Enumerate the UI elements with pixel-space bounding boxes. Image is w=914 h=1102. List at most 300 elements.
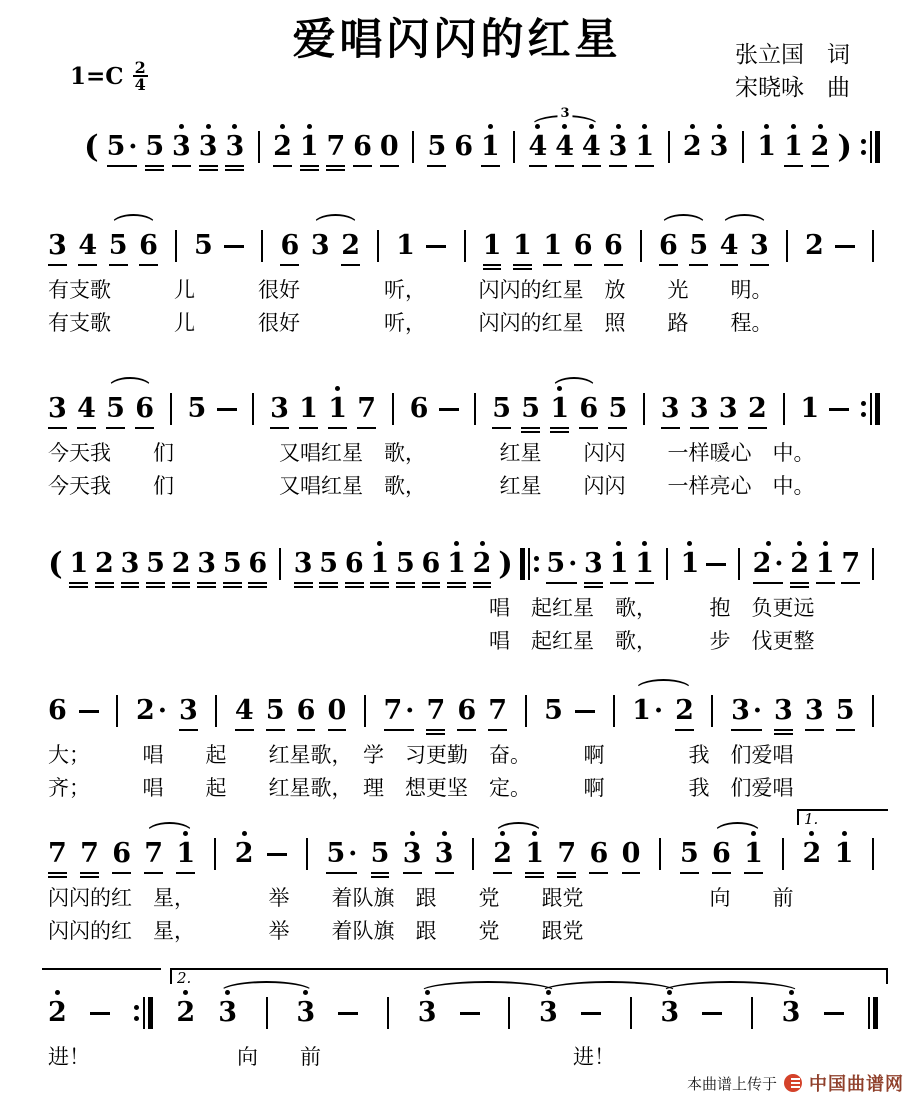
notes-row	[48, 539, 880, 592]
note: 3	[690, 384, 709, 437]
dash	[338, 1012, 358, 1015]
barline	[872, 230, 874, 262]
barline	[661, 539, 674, 592]
slur	[313, 214, 358, 225]
note: 3	[48, 221, 67, 274]
dash	[581, 1012, 601, 1015]
note: 4	[77, 384, 96, 437]
note: 6	[297, 686, 316, 739]
note: 6	[248, 539, 267, 592]
note: 5	[319, 539, 338, 592]
barline	[358, 686, 371, 739]
barline	[214, 838, 216, 870]
barline	[467, 829, 480, 882]
barline	[666, 548, 668, 580]
barline	[736, 122, 749, 175]
note: 2	[683, 122, 702, 175]
site-name: 中国曲谱网	[809, 1074, 904, 1094]
note: 7	[488, 686, 507, 739]
barline	[247, 384, 260, 437]
barline	[474, 393, 476, 425]
note: 1	[784, 122, 803, 175]
notes-row	[48, 221, 880, 274]
lyrics-row: 今天我 们 又唱红星 歌， 红星 闪闪 一样暖心 中。	[48, 442, 815, 465]
note: 7	[144, 829, 163, 882]
upload-note: 本曲谱上传于	[686, 1075, 777, 1093]
slur	[714, 822, 761, 833]
dash	[835, 221, 855, 274]
note: 5 ·	[546, 539, 577, 592]
barline	[654, 829, 667, 882]
note: 1	[835, 829, 854, 882]
barline	[783, 393, 785, 425]
barline	[258, 131, 260, 163]
note: 3	[172, 122, 191, 175]
note: 3	[584, 539, 603, 592]
repeat-end	[860, 393, 880, 425]
notes-row	[48, 988, 880, 1041]
note: 3	[294, 539, 313, 592]
note: 1	[300, 122, 319, 175]
dash	[835, 245, 855, 248]
barline	[261, 230, 263, 262]
note: 3	[661, 384, 680, 437]
note: 3	[225, 122, 244, 175]
note: 7	[80, 829, 99, 882]
repeat-dots	[861, 401, 866, 417]
note: 3	[310, 230, 330, 261]
note: 7 ·	[384, 686, 415, 739]
score	[0, 106, 914, 1074]
barline	[503, 988, 516, 1041]
barline	[300, 829, 313, 882]
note: 2	[176, 988, 195, 1041]
note: 5	[145, 122, 164, 175]
note: 1	[744, 829, 763, 882]
note: 6	[139, 221, 158, 274]
note: 3	[270, 384, 289, 437]
barline	[252, 122, 265, 175]
note: 5	[187, 393, 207, 424]
note: 7	[841, 539, 860, 592]
note: 7	[426, 686, 445, 739]
note: 6	[112, 829, 131, 882]
note: 3	[418, 988, 437, 1041]
note: 3	[218, 988, 237, 1041]
note: 6	[574, 221, 593, 274]
note: 5	[689, 221, 708, 274]
lyrics-row: 唱 起红星 歌， 步 伐更整	[48, 630, 815, 653]
note: 3	[435, 829, 454, 882]
barline	[469, 384, 482, 437]
note: 2	[493, 829, 512, 882]
repeat-end	[860, 122, 880, 175]
note: 5	[608, 384, 627, 437]
notes-row	[48, 686, 880, 739]
note: 1	[481, 122, 500, 175]
note: 5	[371, 829, 390, 882]
note: 2	[172, 539, 191, 592]
lyrics-row: 进！ 向 前 进！	[48, 1046, 615, 1069]
paren: )	[837, 129, 853, 165]
note: 2	[95, 539, 114, 592]
header	[0, 0, 914, 112]
note: 7	[326, 122, 345, 175]
dash	[426, 221, 446, 274]
dash	[581, 988, 601, 1041]
credits	[735, 38, 850, 104]
note: 6	[589, 829, 608, 882]
note: 6	[457, 686, 476, 739]
barline	[513, 131, 515, 163]
key-signature	[70, 60, 148, 92]
note: 4	[235, 686, 254, 739]
paren: (	[48, 546, 63, 582]
barline	[776, 829, 789, 882]
note: 1	[176, 829, 195, 882]
note: 3	[805, 686, 824, 739]
barline	[508, 997, 510, 1029]
note: 2	[748, 384, 767, 437]
note: 7	[557, 829, 576, 882]
barline	[260, 988, 273, 1041]
notes-row	[48, 829, 880, 882]
barline	[786, 230, 788, 262]
dash	[224, 245, 244, 248]
barline	[170, 393, 172, 425]
barline	[525, 695, 527, 727]
barline	[215, 695, 217, 727]
barline	[640, 230, 642, 262]
note: 4	[555, 122, 574, 175]
barline	[256, 221, 269, 274]
note: 5	[680, 829, 699, 882]
dash	[267, 829, 287, 882]
final-barline	[867, 988, 880, 1041]
dash	[702, 1012, 722, 1015]
note: 3	[179, 686, 198, 739]
lyrics-row: 唱 起红星 歌， 抱 负更远	[48, 597, 815, 620]
note: 7	[48, 829, 67, 882]
note: 0	[328, 686, 347, 739]
barline	[868, 997, 878, 1029]
note: 2	[48, 988, 67, 1041]
note: 2	[341, 221, 360, 274]
note: 3	[197, 539, 216, 592]
barline	[472, 838, 474, 870]
note: 3	[750, 221, 769, 274]
barline	[279, 548, 281, 580]
barline	[630, 997, 632, 1029]
note: 1	[525, 829, 544, 882]
note: 3	[660, 988, 679, 1041]
repeat-end	[133, 997, 153, 1029]
barline	[377, 230, 379, 262]
note: 5	[194, 230, 213, 261]
lyrics-row: 有支歌 儿 很好 听， 闪闪的红星 放 光 明。	[48, 279, 773, 302]
barline	[624, 988, 637, 1041]
barline	[111, 686, 124, 739]
note: 2	[790, 539, 809, 592]
note: 7	[357, 384, 376, 437]
barline	[782, 838, 784, 870]
note: 5	[396, 539, 415, 592]
dash	[829, 384, 849, 437]
note: 4	[78, 221, 97, 274]
barline	[867, 829, 880, 882]
music-line	[48, 221, 880, 340]
barline	[164, 384, 177, 437]
note: 6	[353, 122, 372, 175]
note: 1	[396, 230, 415, 261]
note: 1	[635, 539, 654, 592]
triplet-bracket: 3	[531, 115, 599, 126]
note: 6	[604, 221, 623, 274]
note: 2	[803, 829, 822, 882]
barline	[412, 131, 414, 163]
note: 5	[544, 695, 563, 726]
paren: )	[498, 546, 513, 582]
note: 6	[280, 221, 299, 274]
note: 4	[720, 221, 739, 274]
dash	[702, 988, 722, 1041]
key-label: 1=C	[70, 62, 124, 90]
dash	[439, 408, 459, 411]
music-line	[48, 384, 880, 503]
lyrics-row: 今天我 们 又唱红星 歌， 红星 闪闪 一样亮心 中。	[48, 475, 815, 498]
barline	[872, 548, 874, 580]
note: 5	[223, 539, 242, 592]
time-denominator: 4	[134, 75, 146, 94]
note: 1	[800, 393, 820, 424]
music-line	[48, 686, 880, 805]
lyrics-row: 齐； 唱 起 红星歌， 理 想更坚 定。 啊 我 们爱唱	[48, 777, 794, 800]
barline	[364, 695, 366, 727]
barline	[407, 122, 420, 175]
barline	[458, 221, 471, 274]
barline	[706, 686, 719, 739]
slur	[635, 679, 692, 690]
site-logo-icon	[784, 1074, 802, 1092]
barline	[634, 221, 647, 274]
note: 3	[609, 122, 628, 175]
slur	[108, 377, 152, 388]
dash	[460, 988, 480, 1041]
barline	[751, 997, 753, 1029]
dash	[426, 245, 446, 248]
note: 3	[199, 122, 218, 175]
note: 5	[521, 384, 540, 437]
note: 6	[135, 384, 154, 437]
note: 1	[513, 221, 532, 274]
lyrics-row: 有支歌 儿 很好 听， 闪闪的红星 照 路 程。	[48, 312, 773, 335]
lyrics-row: 闪闪的红 星， 举 着队旗 跟 党 跟党	[48, 920, 584, 943]
barline	[387, 997, 389, 1029]
note: 1	[680, 539, 699, 592]
note: 3	[782, 988, 801, 1041]
note: 6	[422, 539, 441, 592]
lyrics-row: 大； 唱 起 红星歌， 学 习更勤 奋。 啊 我 们爱唱	[48, 744, 794, 767]
barline	[520, 548, 540, 580]
dash	[575, 686, 595, 739]
slur	[722, 214, 767, 225]
barline	[867, 539, 880, 592]
note: 1	[370, 539, 389, 592]
barline	[659, 838, 661, 870]
music-line	[48, 106, 880, 175]
dash	[217, 408, 237, 411]
repeat-end	[860, 384, 880, 437]
barline	[464, 230, 466, 262]
note: 1	[447, 539, 466, 592]
barline	[252, 393, 254, 425]
barline	[607, 686, 620, 739]
barline	[613, 695, 615, 727]
volta-bracket: 1.	[797, 809, 888, 825]
dash	[824, 988, 844, 1041]
note: 3	[48, 384, 67, 437]
repeat-end	[860, 131, 880, 163]
barline	[668, 131, 670, 163]
note: 6	[409, 393, 429, 424]
note: 5	[106, 384, 125, 437]
barline	[386, 384, 399, 437]
note: 2	[473, 539, 492, 592]
slur	[495, 822, 542, 833]
note: 6	[454, 131, 473, 162]
note: 3	[719, 384, 738, 437]
slur	[111, 214, 156, 225]
barline	[662, 122, 675, 175]
dash	[706, 563, 726, 566]
paren: (	[84, 129, 99, 165]
note: 5	[427, 122, 446, 175]
barline	[746, 988, 759, 1041]
note: 2	[235, 829, 254, 882]
note: 6	[659, 221, 678, 274]
note: 3	[539, 988, 558, 1041]
barline	[116, 695, 118, 727]
note: 5	[146, 539, 165, 592]
repeat-end	[133, 988, 153, 1041]
notes-row	[48, 122, 880, 175]
notes-row	[48, 384, 880, 437]
dash	[217, 384, 237, 437]
note: 1	[328, 384, 347, 437]
note: 4	[529, 122, 548, 175]
barline	[382, 988, 395, 1041]
note: 6	[712, 829, 731, 882]
note: 2 ·	[136, 695, 167, 726]
note: 1	[550, 384, 569, 437]
slur	[661, 214, 706, 225]
barline	[266, 997, 268, 1029]
barline	[372, 221, 385, 274]
barline	[208, 829, 221, 882]
note: 1	[816, 539, 835, 592]
note: 2	[811, 122, 830, 175]
lyrics-row: 闪闪的红 星， 举 着队旗 跟 党 跟党 向 前	[48, 887, 794, 910]
music-line	[48, 810, 880, 948]
barline	[780, 221, 793, 274]
note: 4	[582, 122, 601, 175]
barline	[867, 221, 880, 274]
barline	[306, 838, 308, 870]
dash	[224, 221, 244, 274]
note: 6	[345, 539, 364, 592]
note: 5	[109, 221, 128, 274]
dash	[706, 539, 726, 592]
barline	[872, 838, 874, 870]
note: 6	[48, 695, 67, 726]
barline	[392, 393, 394, 425]
note: 5 ·	[107, 122, 138, 175]
dash	[90, 988, 110, 1041]
barline	[519, 686, 532, 739]
note: 1	[69, 539, 88, 592]
barline	[643, 393, 645, 425]
dash	[267, 853, 287, 856]
note: 3 ·	[731, 686, 762, 739]
lyricist-credit: 张立国 词	[735, 41, 850, 67]
note: 1	[610, 539, 629, 592]
slur	[146, 822, 193, 833]
footer	[687, 1070, 904, 1096]
barline	[867, 686, 880, 739]
barline	[733, 539, 746, 592]
note: 3	[121, 539, 140, 592]
note: 2	[273, 122, 292, 175]
barline	[738, 548, 740, 580]
repeat-dots	[861, 139, 866, 155]
note: 1	[299, 384, 318, 437]
note: 1 ·	[632, 695, 664, 726]
note: 5 ·	[326, 829, 357, 882]
dash	[829, 408, 849, 411]
barline	[711, 695, 713, 727]
dash	[824, 1012, 844, 1015]
note: 5	[836, 686, 855, 739]
note: 2 ·	[753, 539, 784, 592]
composer-credit: 宋晓咏 曲	[735, 74, 850, 100]
note: 3	[774, 686, 793, 739]
note: 1	[757, 122, 776, 175]
note: 3	[403, 829, 422, 882]
barline	[777, 384, 790, 437]
barline	[742, 131, 744, 163]
dash	[79, 686, 99, 739]
note: 0	[622, 829, 641, 882]
barline	[175, 230, 177, 262]
repeat-dots	[534, 556, 539, 572]
dash	[439, 384, 459, 437]
note: 5	[492, 384, 511, 437]
barline	[274, 539, 287, 592]
dash	[338, 988, 358, 1041]
dash	[575, 710, 595, 713]
barline	[210, 686, 223, 739]
note: 0	[380, 122, 399, 175]
volta-bracket	[42, 968, 161, 984]
dash	[90, 1012, 110, 1015]
note: 2	[675, 686, 694, 739]
music-line	[48, 969, 880, 1074]
dash	[79, 710, 99, 713]
time-signature	[133, 60, 148, 92]
barline	[872, 695, 874, 727]
note: 5	[266, 686, 285, 739]
dash	[460, 1012, 480, 1015]
